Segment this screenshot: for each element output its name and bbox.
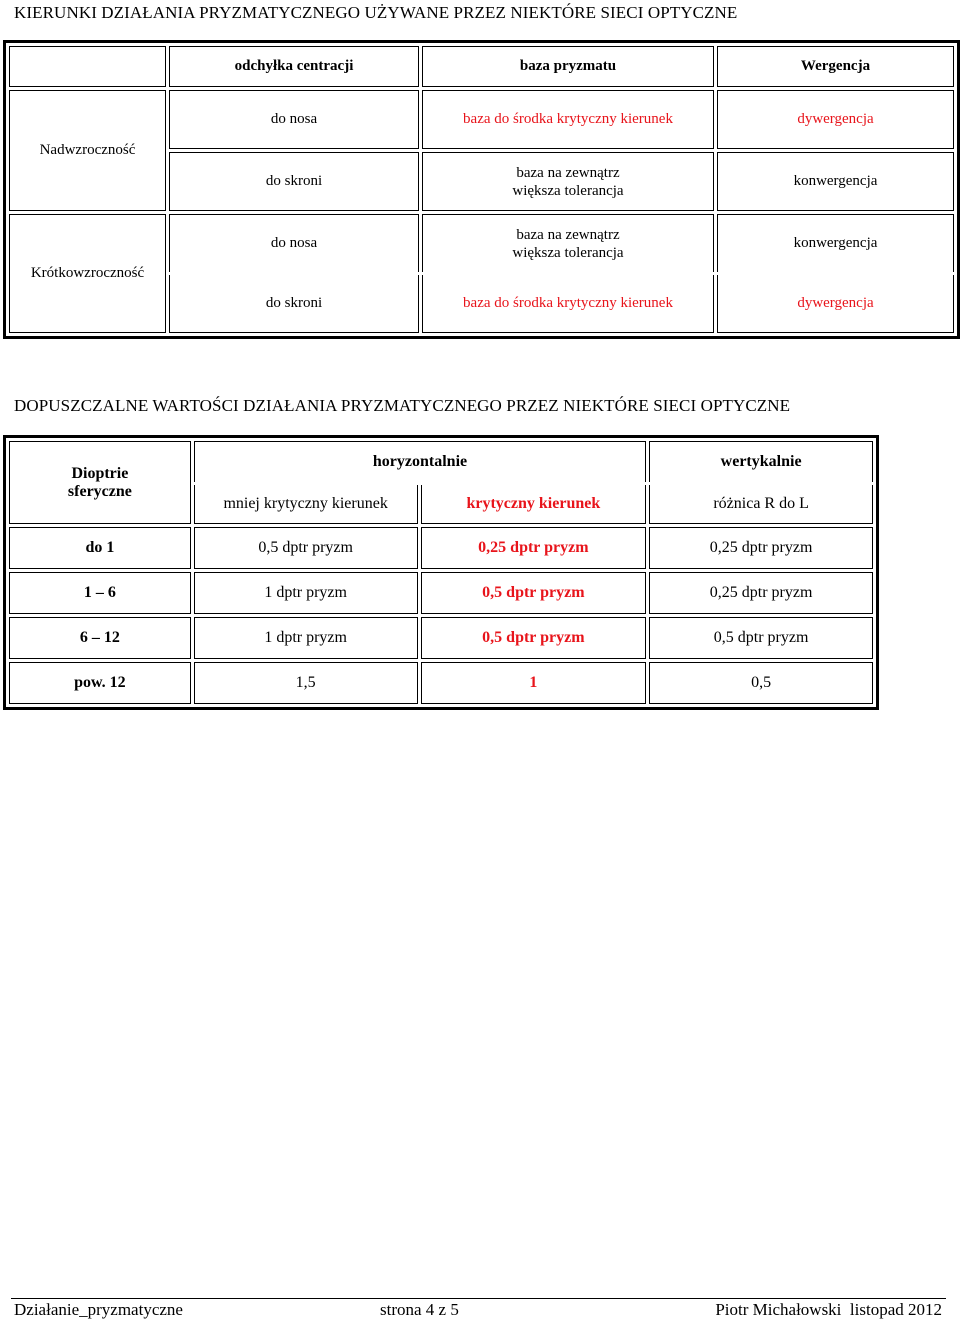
table-row xyxy=(9,572,873,614)
table2-header-row xyxy=(9,441,873,482)
vergence-cell: dywergencja xyxy=(717,90,954,149)
header-sphere xyxy=(9,441,191,524)
sub-less-critical: mniej krytyczny kierunek xyxy=(194,485,418,524)
vertical-cell: 0,5 dptr pryzm xyxy=(649,617,873,659)
prism-base-line: baza na zewnątrz xyxy=(516,226,620,243)
prism-base-cell xyxy=(422,152,714,211)
prism-base-cell: baza do środka krytyczny kierunek xyxy=(422,275,714,333)
vertical-cell: 0,25 dptr pryzm xyxy=(649,527,873,569)
header-horizontal: horyzontalnie xyxy=(194,441,646,482)
less-critical-cell: 1,5 xyxy=(194,662,418,704)
header-prism-base: baza pryzmatu xyxy=(422,46,714,87)
vertical-cell: 0,25 dptr pryzm xyxy=(649,572,873,614)
table-row xyxy=(9,662,873,704)
footer-page-number: strona 4 z 5 xyxy=(380,1300,459,1319)
group-label-myopia: Krótkowzroczność xyxy=(9,214,166,333)
prism-tolerance-table xyxy=(3,435,879,710)
header-vergence: Wergencja xyxy=(717,46,954,87)
prism-base-line: większa tolerancja xyxy=(512,182,624,199)
less-critical-cell: 1 dptr pryzm xyxy=(194,617,418,659)
range-cell: do 1 xyxy=(9,527,191,569)
vertical-cell: 0,5 xyxy=(649,662,873,704)
vergence-cell: konwergencja xyxy=(717,152,954,211)
prism-base-cell: baza do środka krytyczny kierunek xyxy=(422,90,714,149)
table1-corner-cell xyxy=(9,46,166,87)
footer-author-date: Piotr Michałowski listopad 2012 xyxy=(715,1300,942,1319)
table2-title: DOPUSZCZALNE WARTOŚCI DZIAŁANIA PRYZMATYCZNEGO PRZEZ NIEKTÓRE SIECI OPTYCZNE xyxy=(14,396,791,415)
critical-cell: 0,5 dptr pryzm xyxy=(421,617,647,659)
vergence-cell: konwergencja xyxy=(717,214,954,272)
header-sphere-line: Dioptrie xyxy=(71,464,129,482)
footer-doc-name: Działanie_pryzmatyczne xyxy=(14,1300,183,1319)
sub-critical: krytyczny kierunek xyxy=(421,485,647,524)
critical-cell: 0,5 dptr pryzm xyxy=(421,572,647,614)
vergence-cell: dywergencja xyxy=(717,275,954,333)
table-row xyxy=(9,527,873,569)
header-vertical: wertykalnie xyxy=(649,441,873,482)
table-row xyxy=(9,214,954,272)
header-centration: odchyłka centracji xyxy=(169,46,419,87)
table-row xyxy=(9,617,873,659)
direction-cell: do skroni xyxy=(169,275,419,333)
header-sphere-line: sferyczne xyxy=(67,482,132,500)
group-label-hyperopia: Nadwzroczność xyxy=(9,90,166,211)
range-cell: 1 – 6 xyxy=(9,572,191,614)
table1-header-row xyxy=(9,46,954,87)
table-row xyxy=(9,90,954,149)
direction-cell: do nosa xyxy=(169,90,419,149)
direction-cell: do nosa xyxy=(169,214,419,272)
footer-rule xyxy=(11,1298,946,1299)
prism-base-line: większa tolerancja xyxy=(512,244,624,261)
range-cell: pow. 12 xyxy=(9,662,191,704)
prism-direction-table xyxy=(3,40,960,339)
direction-cell: do skroni xyxy=(169,152,419,211)
less-critical-cell: 0,5 dptr pryzm xyxy=(194,527,418,569)
less-critical-cell: 1 dptr pryzm xyxy=(194,572,418,614)
range-cell: 6 – 12 xyxy=(9,617,191,659)
table1-title: KIERUNKI DZIAŁANIA PRYZMATYCZNEGO UŻYWANE PRZEZ NIEKTÓRE SIECI OPTYCZNE xyxy=(14,3,738,22)
critical-cell: 1 xyxy=(421,662,647,704)
critical-cell: 0,25 dptr pryzm xyxy=(421,527,647,569)
prism-base-line: baza na zewnątrz xyxy=(516,164,620,181)
prism-base-cell xyxy=(422,214,714,272)
sub-diff: różnica R do L xyxy=(649,485,873,524)
